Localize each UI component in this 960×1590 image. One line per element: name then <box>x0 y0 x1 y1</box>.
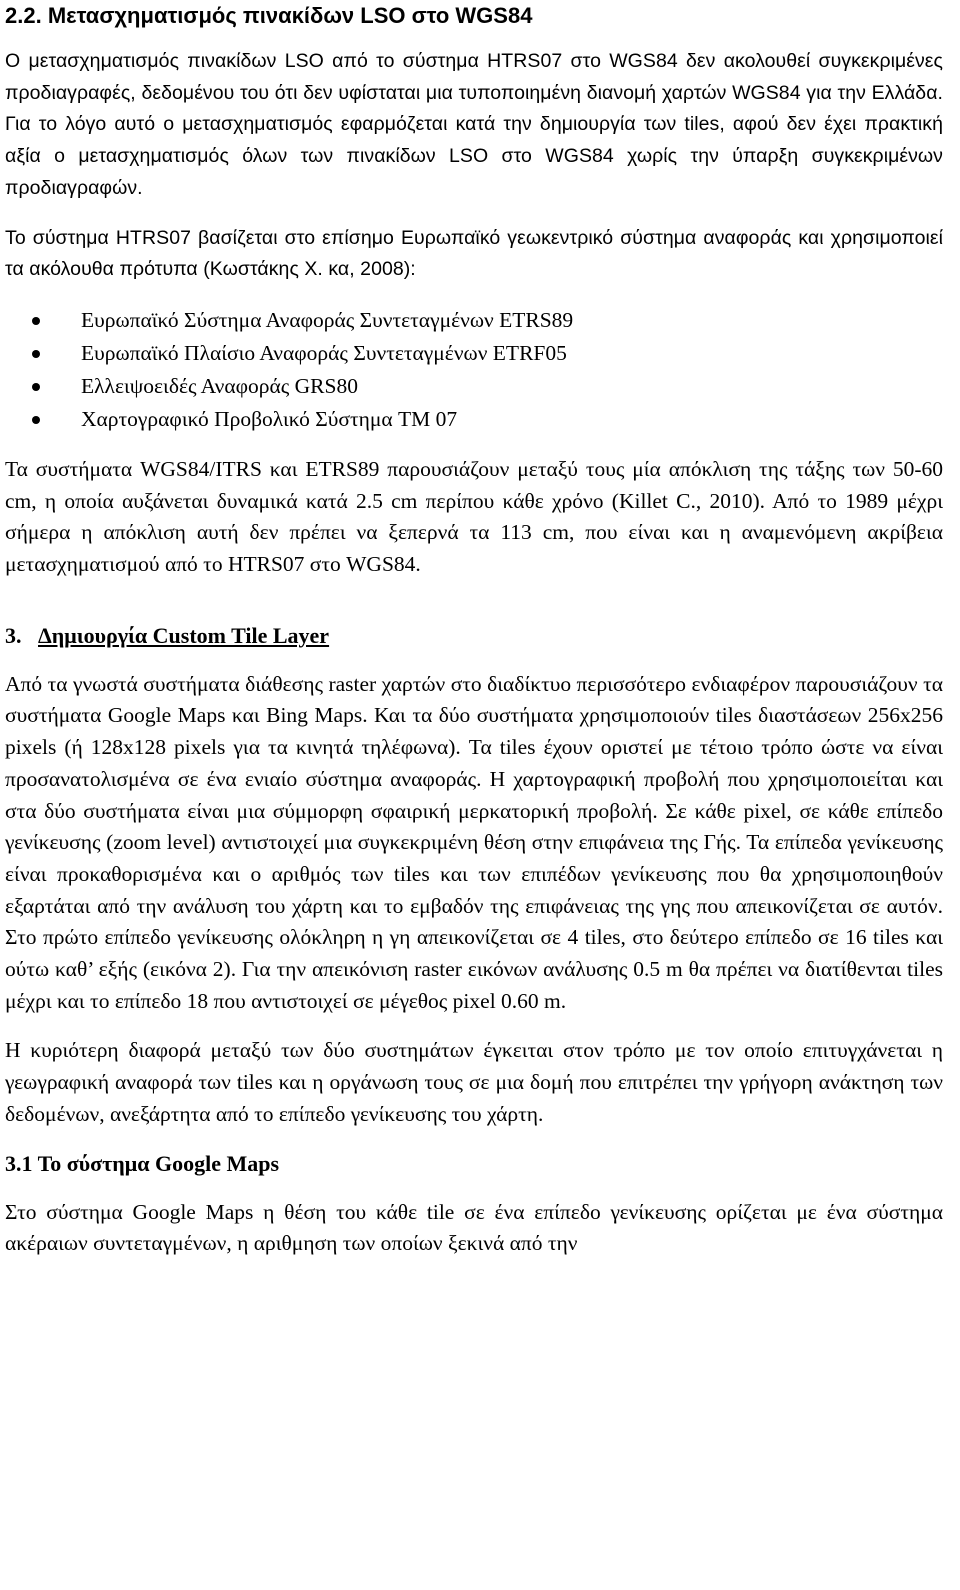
list-item-text: Ευρωπαϊκό Σύστημα Αναφοράς Συντεταγμένων ETRS89 <box>81 307 574 332</box>
paragraph: Η κυριότερη διαφορά μεταξύ των δύο συστημάτων έγκειται στον τρόπο με τον οποίο επιτυγχάνεται η γεωγραφική αναφορά των tiles και η οργάνωση τους σε μια δομή που επιτρέπει την γρήγορη ανάκτηση των δεδομένων, ανεξάρτητα από το επίπεδο γενίκευσης του χάρτη. <box>5 1038 943 1126</box>
paragraph: Ο μετασχηματισμός πινακίδων LSO από το σύστημα HTRS07 στο WGS84 δεν ακολουθεί συγκεκριμένες προδιαγραφές, δεδομένου του ότι δεν υφίσταται μια τυποποιημένη διανομή χαρτών WGS84 για την Ελλάδα. Για το λόγο αυτό ο μετασχηματισμός εφαρμόζεται κατά την δημιουργία των tiles, αφού δεν έχει πρακτική αξία ο μετασχηματισμός όλων των πινακίδων LSO στο WGS84 χωρίς την ύπαρξη συγκεκριμένων προδιαγραφών. <box>5 50 943 199</box>
section-number: 3. <box>5 622 22 648</box>
bullet-icon <box>32 383 40 391</box>
list-item-text: Χαρτογραφικό Προβολικό Σύστημα TM 07 <box>81 406 458 431</box>
section-number: 3.1 <box>5 1150 33 1176</box>
section-title: Δημιουργία Custom Tile Layer <box>38 622 330 648</box>
paragraph: Από τα γνωστά συστήματα διάθεσης raster χαρτών στο διαδίκτυο περισσότερο ενδιαφέρον παρουσιάζουν τα συστήματα Google Maps και Bing Maps. Και τα δύο συστήματα χρησιμοποιούν tiles διαστάσεων 256x256 pixels (ή 128x128 pixels για τα κινητά τηλέφωνα). Τα tiles έχουν οριστεί με τέτοιο τρόπο ώστε να είναι προσανατολισμένα σε ένα ενιαίο σύστημα αναφοράς. Η χαρτογραφική προβολή που χρησιμοποιείται και στα δύο συστήματα είναι μια σύμμορφη σφαιρική μερκατορική προβολή. Σε κάθε pixel, σε κάθε επίπεδο γενίκευσης (zoom level) αντιστοιχεί μια συγκεκριμένη θέση στην επιφάνεια της Γής. Τα επίπεδα γενίκευσης είναι προκαθορισμένα και ο αριθμός των tiles και των επιπέδων γενίκευσης που θα χρησιμοποιηθούν εξαρτάται από την ανάλυση του χάρτη και το εμβαδόν της επιφάνειας της γης που απεικονίζεται σε αυτόν. Στο πρώτο επίπεδο γενίκευσης ολόκληρη η γη απεικονίζεται σε 4 tiles, στο δεύτερο επίπεδο σε 16 tiles και ούτω καθ’ εξής (εικόνα 2). Για την απεικόνιση raster εικόνων ανάλυσης 0.5 m θα πρέπει να διατίθενται tiles μέχρι και το επίπεδο 18 που αντιστοιχεί σε μέγεθος pixel 0.60 m. <box>5 671 943 1013</box>
list-item-text: Ελλειψοειδές Αναφοράς GRS80 <box>81 373 358 398</box>
paragraph: Τα συστήματα WGS84/ITRS και ETRS89 παρουσιάζουν μεταξύ τους μία απόκλιση της τάξης των 50-60 cm, η οποία αυξάνεται δυναμικά κατά 2.5 cm περίπου κάθε χρόνο (Killet C., 2010). Από το 1989 μέχρι σήμερα η απόκλιση αυτή δεν πρέπει να ξεπερνά τα 113 cm, που είναι και η αναμενόμενη ακρίβεια μετασχηματισμού από το HTRS07 στο WGS84. <box>5 456 943 577</box>
paragraph: Το σύστημα HTRS07 βασίζεται στο επίσημο Ευρωπαϊκό γεωκεντρικό σύστημα αναφοράς και χρησιμοποιεί τα ακόλουθα πρότυπα (Κωστάκης Χ. κα, 2008): <box>5 226 943 281</box>
section-heading <box>5 621 943 651</box>
bullet-list <box>5 304 943 436</box>
section-title: Το σύστημα Google Maps <box>37 1150 280 1176</box>
bullet-icon <box>32 416 40 424</box>
list-item-text: Ευρωπαϊκό Πλαίσιο Αναφοράς Συντεταγμένων ETRF05 <box>81 340 567 365</box>
bullet-icon <box>32 350 40 358</box>
list-item <box>5 337 943 370</box>
document-page <box>5 0 943 1260</box>
list-item <box>5 403 943 436</box>
section-heading <box>5 1149 943 1179</box>
bullet-icon <box>32 317 40 325</box>
paragraph: Στο σύστημα Google Maps η θέση του κάθε tile σε ένα επίπεδο γενίκευσης ορίζεται με ένα σύστημα ακέραιων συντεταγμένων, η αριθμηση των οποίων ξεκινά από την <box>5 1199 943 1256</box>
section-heading <box>5 0 943 32</box>
list-item <box>5 370 943 403</box>
section-title: Μετασχηματισμός πινακίδων LSO στο WGS84 <box>47 3 533 28</box>
list-item <box>5 304 943 337</box>
section-number: 2.2. <box>5 3 42 28</box>
